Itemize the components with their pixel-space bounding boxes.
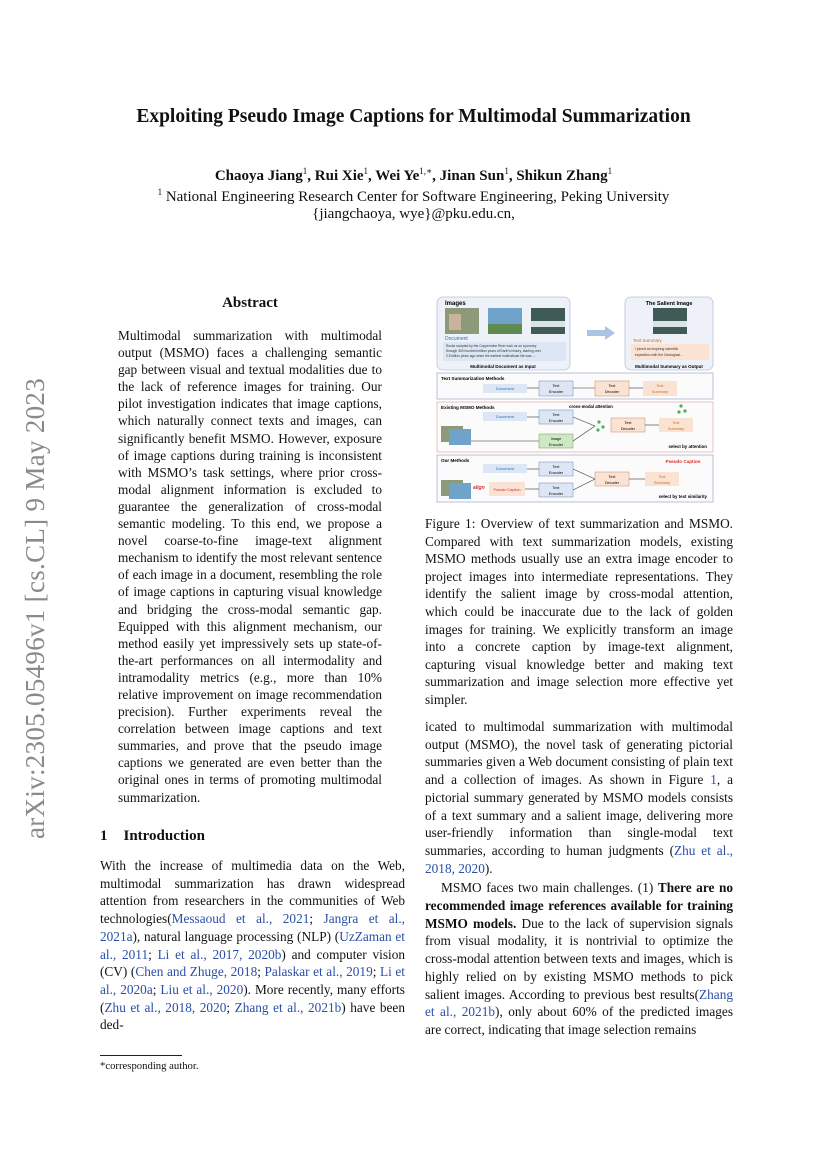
- pseudo-caption-label: Pseudo Caption: [665, 459, 701, 464]
- body-text: Due to the lack of supervision signals from visual modality, it is nontrivial to optimize the cross-modal attention between texts and images, which is highly relied on by existing MSMO methods to pick salient images. According to previous best results(: [425, 915, 733, 1002]
- intro-text: With the increase of multimedia data on the Web, multimodal summarization has drawn widespread attention from researchers in the communities of Web technologies(: [100, 858, 405, 927]
- arxiv-identifier: [16, 368, 56, 848]
- author-sup: 1: [607, 166, 613, 176]
- document-node-label: Document: [495, 466, 515, 471]
- cross-modal-label: cross-modal attention: [569, 404, 613, 409]
- author-name: Wei Ye: [375, 168, 420, 184]
- abstract-heading: Abstract: [222, 295, 278, 311]
- node-label: Summary: [667, 427, 685, 431]
- author-name: Rui Xie: [314, 168, 364, 184]
- node-label: Text: [658, 475, 666, 479]
- intro-text: ;: [148, 946, 158, 962]
- intro-text: ) have been ded-: [100, 999, 405, 1033]
- intro-text: ) and computer vision (CV) (: [100, 946, 405, 980]
- intro-text: ;: [152, 981, 161, 997]
- node-label: Text: [552, 486, 560, 490]
- affiliation: [60, 187, 767, 206]
- figure-caption: Figure 1: Overview of text summarization and MSMO. Compared with text summarization models, existing MSMO methods usually use an extra image encoder to project images into intermediate representations. They identify the salient image by cross-modal attention, which could be inaccurate due to the lack of golden images for training. We explicitly transform an image into a concrete caption by image-text alignment, capturing visual knowledge better and making text summarization and image selection more effective yet simpler.: [425, 516, 733, 707]
- pseudo-caption-node-label: Pseudo Caption: [493, 488, 521, 492]
- photo-rapids-water: [531, 321, 565, 327]
- photo-person-figure: [449, 314, 461, 330]
- figure-ref-link[interactable]: 1: [710, 772, 717, 788]
- node-label: Summary: [651, 390, 669, 394]
- row3-title: Our Methods: [441, 458, 470, 463]
- body-text: icated to multimodal summarization with multimodal output (MSMO), the novel task of generating pictorial summaries given a Web document consisting of plain text and a collection of images. As shown in Figure: [425, 719, 733, 788]
- doc-line: Rocks sculpted by the Coppermine River took us on a journey: [446, 344, 537, 348]
- figure-diagram: [435, 296, 715, 504]
- node-label: Encoder: [548, 390, 564, 394]
- thumb-photo: [449, 429, 471, 445]
- citation-link[interactable]: Li et al., 2020a: [100, 964, 405, 997]
- select-similarity-label: select by text similarity: [658, 494, 707, 499]
- doc-line: 2.5 billion years ago when the earliest multicellular life was ....: [446, 354, 536, 358]
- node-label: Decoder: [604, 390, 620, 394]
- node-label: Text: [672, 421, 680, 425]
- affiliation-sup: 1: [157, 187, 163, 197]
- author-sup: 1: [363, 166, 369, 176]
- arxiv-id-text: arXiv:2305.05496v1 [cs.CL] 9 May 2023: [20, 377, 51, 839]
- author-list: Chaoya Jiang$^1$, Rui Xie$^1$, Wei $Ye^{1,∗}$, Jinan Sun$^1$, Shikun Zhang$^1$: [214, 166, 613, 184]
- citation-link[interactable]: Chen and Zhuge, 2018: [135, 964, 258, 980]
- node-label: Decoder: [604, 481, 620, 485]
- citation-link[interactable]: UzZaman et al., 2011: [100, 928, 405, 962]
- paragraph: [425, 718, 733, 877]
- summary-line: expedition with the Geological...: [635, 353, 683, 357]
- node-label: Encoder: [548, 419, 564, 423]
- citation-link[interactable]: Messaoud et al., 2021: [171, 911, 310, 927]
- body-text: MSMO faces two main challenges. (1): [441, 880, 658, 896]
- author-name: Chaoya Jiang: [214, 168, 303, 184]
- body-text: ), only about 60% of the predicted images are correct, indicating that image selection remains: [425, 1004, 734, 1037]
- summary-label: Text Summary: [633, 338, 662, 343]
- figure-1: [435, 296, 715, 504]
- section-title: Introduction: [123, 828, 205, 844]
- affiliation-text: National Engineering Research Center for Software Engineering, Peking University: [165, 189, 670, 205]
- node-label: Decoder: [620, 427, 636, 431]
- photo-river-ground: [488, 324, 522, 334]
- node-label: Text: [608, 475, 616, 479]
- body-text: , a pictorial summary generated by MSMO models consists of a text summary and a salient image, delivering more user-friendly information than single-modal text summaries, according to human judgments (: [425, 772, 733, 858]
- salient-label: The Salient Image: [645, 301, 693, 307]
- thumb-photo: [449, 483, 471, 499]
- citation-link[interactable]: Palaskar et al., 2019: [264, 964, 373, 980]
- node-label: Text: [624, 421, 632, 425]
- author-sup: 1: [504, 166, 509, 176]
- footnote-rule: [100, 1055, 182, 1056]
- section-number: 1: [100, 828, 108, 844]
- citation-link[interactable]: Li et al., 2017, 2020b: [157, 946, 282, 962]
- align-label: align: [473, 485, 485, 491]
- author-name: Shikun Zhang: [516, 168, 608, 184]
- body-text: ).: [484, 860, 493, 876]
- row2-title: Existing MSMO Methods: [441, 405, 495, 410]
- intro-text: ;: [257, 964, 265, 980]
- node-label: Text: [656, 384, 664, 388]
- input-caption: Multimodal Document as Input: [470, 364, 536, 369]
- node-label: Text: [608, 384, 616, 388]
- author-sup: 1,∗: [419, 166, 433, 176]
- select-attention-label: select by attention: [668, 444, 707, 449]
- citation-link[interactable]: Liu et al., 2020: [160, 981, 244, 997]
- right-column-text: [425, 718, 733, 1039]
- paragraph: [425, 879, 733, 1038]
- output-caption: Multimodal Summary as Output: [635, 364, 703, 369]
- intro-text: ). More recently, many efforts (: [100, 981, 405, 1015]
- node-label: Summary: [653, 481, 671, 485]
- images-label: Images: [445, 301, 466, 307]
- node-label: Encoder: [548, 443, 564, 447]
- node-label: Encoder: [548, 492, 564, 496]
- author-sup: 1: [302, 166, 308, 176]
- footnote: *corresponding author.: [100, 1060, 199, 1072]
- doc-line: through 300 hundred million years of Earth’s history, starting over: [446, 349, 541, 353]
- node-label: Text: [552, 413, 560, 417]
- author-name: Jinan Sun: [439, 168, 505, 184]
- intro-text: ), natural language processing (NLP) (: [132, 928, 340, 944]
- salient-photo-water: [653, 321, 687, 327]
- abstract-text: Multimodal summarization with multimodal output (MSMO) faces a challenging semantic gap between visual and textual modalities due to the lack of reference images for training. Our pilot investigation indicates that image captions, which naturally connect texts and images, can significantly benefit MSMO. However, exposure of image captions during training is inconsistent with MSMO’s task settings, where prior cross-modal alignment information is excluded to guarantee the generalization of cross-modal semantic modeling. To this end, we propose a novel coarse-to-fine image-text alignment mechanism to identify the most relevant sentence of each image in a document, resembling the role of image captions in capturing visual knowledge and bridging the cross-modal semantic gap. Equipped with this alignment mechanism, our method easily yet impressively sets up state-of-the-art performances on all intermodality and intramodality metrics (e.g., more than 10% relative improvement on image recommendation precision). Further experiments reveal the correlation between image captions and text summaries, and prove that the pseudo image captions we generated are even better than the original ones in terms of promoting multimodal summarization.: [118, 328, 382, 805]
- node-label: Text: [552, 384, 560, 388]
- node-label: Encoder: [548, 471, 564, 475]
- node-label: Image: [550, 437, 562, 441]
- citation-link[interactable]: Zhang et al., 2021b: [234, 999, 342, 1015]
- section-heading: [100, 828, 205, 845]
- document-node-label: Document: [495, 386, 515, 391]
- citation-link[interactable]: Jangra et al., 2021a: [100, 911, 405, 944]
- intro-text: ;: [372, 964, 380, 980]
- intro-paragraph: [100, 857, 405, 1034]
- intro-text: ;: [309, 911, 324, 927]
- document-label: Document: [445, 336, 468, 342]
- citation-link[interactable]: Zhu et al., 2018, 2020: [104, 999, 227, 1015]
- node-label: Text: [552, 465, 560, 469]
- summary-line: I joined an inspiring scientific: [635, 347, 679, 351]
- bold-claim: There are no recommended image references available for training MSMO models.: [425, 880, 734, 931]
- row1-title: Text Summarization Methods: [441, 376, 505, 381]
- citation-link[interactable]: Zhang et al., 2021b: [425, 986, 733, 1020]
- intro-text: ;: [226, 999, 235, 1015]
- document-node-label: Document: [495, 414, 515, 419]
- citation-link[interactable]: Zhu et al., 2018, 2020: [425, 842, 733, 876]
- author-email: {jiangchaoya, wye}@pku.edu.cn,: [312, 206, 515, 222]
- paper-title: Exploiting Pseudo Image Captions for Multimodal Summarization: [136, 106, 691, 127]
- arrow-icon: [587, 326, 615, 340]
